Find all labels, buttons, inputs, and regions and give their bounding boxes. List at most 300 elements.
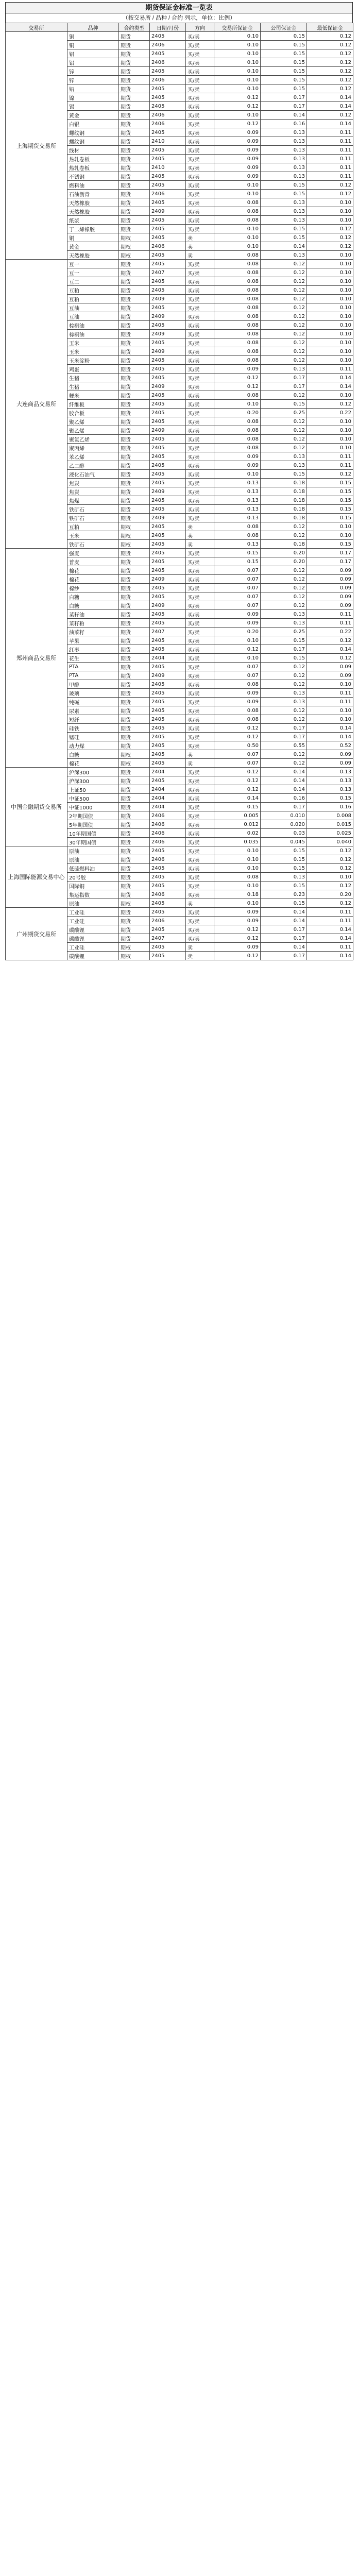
table-cell: 豆油	[67, 303, 119, 312]
table-row	[6, 32, 353, 41]
table-cell: 2409	[150, 347, 186, 356]
table-cell: 买/卖	[186, 93, 214, 102]
table-cell: 0.13	[261, 137, 307, 146]
table-cell: 纤维板	[67, 400, 119, 409]
table-cell: 0.08	[214, 435, 261, 444]
table-cell: 买/卖	[186, 286, 214, 295]
table-cell: 不锈钢	[67, 172, 119, 181]
table-cell: 0.09	[214, 689, 261, 698]
table-cell: 0.09	[214, 365, 261, 374]
table-cell: 0.10	[307, 312, 353, 321]
table-cell: 0.08	[214, 417, 261, 426]
table-cell: 0.07	[214, 584, 261, 592]
table-cell: 0.14	[307, 374, 353, 382]
table-cell: 0.25	[261, 409, 307, 417]
table-cell: 0.09	[214, 155, 261, 163]
table-cell: 0.07	[214, 671, 261, 680]
table-cell: 买/卖	[186, 58, 214, 67]
table-cell: 0.13	[261, 452, 307, 461]
table-cell: 期货	[119, 146, 150, 155]
table-cell: 期货	[119, 225, 150, 233]
table-cell: 2405	[150, 908, 186, 917]
table-cell: 硅铁	[67, 724, 119, 733]
table-cell: 20号胶	[67, 873, 119, 882]
table-cell: 买/卖	[186, 260, 214, 268]
table-cell: 2407	[150, 934, 186, 943]
table-cell: 0.15	[307, 540, 353, 549]
table-cell: 0.09	[214, 146, 261, 155]
table-cell: 纯碱	[67, 698, 119, 706]
table-cell: 0.08	[214, 286, 261, 295]
table-cell: 沪深300	[67, 768, 119, 776]
table-cell: 期货	[119, 155, 150, 163]
table-cell: 买/卖	[186, 557, 214, 566]
exchange-group-cell: 上海期货交易所	[6, 32, 67, 260]
table-cell: 0.09	[307, 671, 353, 680]
table-cell: 0.12	[214, 934, 261, 943]
table-cell: 买/卖	[186, 549, 214, 557]
table-cell: 2404	[150, 803, 186, 811]
table-cell: 0.10	[307, 303, 353, 312]
table-cell: 0.15	[307, 794, 353, 803]
table-cell: 0.07	[214, 592, 261, 601]
table-cell: 0.10	[307, 216, 353, 225]
table-cell: 0.13	[214, 487, 261, 496]
table-cell: 0.08	[214, 207, 261, 216]
table-cell: 0.12	[261, 277, 307, 286]
table-cell: 0.12	[214, 768, 261, 776]
table-cell: 期货	[119, 268, 150, 277]
table-cell: 2405	[150, 759, 186, 768]
table-cell: 期权	[119, 759, 150, 768]
table-cell: 2406	[150, 855, 186, 864]
table-cell: 0.09	[214, 917, 261, 925]
table-cell: 期货	[119, 934, 150, 943]
table-cell: 0.08	[214, 321, 261, 330]
table-cell: 0.10	[307, 330, 353, 338]
table-cell: 0.12	[307, 225, 353, 233]
table-cell: 2406	[150, 76, 186, 84]
table-cell: 0.12	[214, 925, 261, 934]
table-cell: 0.11	[307, 128, 353, 137]
table-cell: 期货	[119, 32, 150, 41]
table-cell: 0.10	[307, 347, 353, 356]
table-cell: 期货	[119, 698, 150, 706]
document-page	[5, 2, 353, 960]
table-cell: 0.11	[307, 908, 353, 917]
table-cell: 买/卖	[186, 391, 214, 400]
table-cell: 2406	[150, 820, 186, 829]
table-cell: 铁矿石	[67, 514, 119, 522]
table-cell: 0.13	[261, 198, 307, 207]
table-cell: 2405	[150, 260, 186, 268]
table-cell: 0.13	[261, 610, 307, 619]
table-cell: 期货	[119, 321, 150, 330]
table-cell: 2409	[150, 601, 186, 610]
table-cell: 买/卖	[186, 741, 214, 750]
table-cell: 0.09	[214, 172, 261, 181]
table-cell: 碳酸锂	[67, 934, 119, 943]
table-cell: 期货	[119, 925, 150, 934]
table-cell: 0.14	[261, 785, 307, 794]
table-cell: 0.08	[214, 391, 261, 400]
table-cell: 0.10	[307, 680, 353, 689]
table-cell: 玻璃	[67, 689, 119, 698]
table-cell: 0.11	[307, 137, 353, 146]
table-cell: 锡	[67, 102, 119, 111]
table-cell: 0.15	[261, 41, 307, 49]
table-cell: 0.008	[307, 811, 353, 820]
table-cell: 期权	[119, 540, 150, 549]
table-cell: 买/卖	[186, 198, 214, 207]
table-cell: 卖	[186, 899, 214, 908]
table-cell: 期货	[119, 566, 150, 575]
table-cell: 2405	[150, 67, 186, 76]
table-cell: 买/卖	[186, 479, 214, 487]
table-cell: 0.040	[307, 838, 353, 846]
table-cell: 0.18	[261, 479, 307, 487]
table-cell: 白糖	[67, 750, 119, 759]
table-cell: 买/卖	[186, 776, 214, 785]
table-cell: 期权	[119, 242, 150, 251]
table-cell: 苯乙烯	[67, 452, 119, 461]
table-cell: 2405	[150, 435, 186, 444]
table-cell: 0.14	[307, 382, 353, 391]
table-cell: 期货	[119, 715, 150, 724]
table-cell: PTA	[67, 671, 119, 680]
table-cell: 期货	[119, 365, 150, 374]
table-cell: 期货	[119, 846, 150, 855]
table-cell: 买/卖	[186, 84, 214, 93]
table-cell: 期货	[119, 111, 150, 120]
table-cell: 0.08	[214, 531, 261, 540]
table-cell: 0.10	[307, 444, 353, 452]
table-cell: 0.09	[214, 943, 261, 952]
table-cell: 卖	[186, 233, 214, 242]
table-cell: 2409	[150, 514, 186, 522]
table-cell: 0.12	[261, 391, 307, 400]
table-cell: 2405	[150, 225, 186, 233]
table-cell: 0.10	[214, 41, 261, 49]
table-cell: 买/卖	[186, 846, 214, 855]
table-cell: 2405	[150, 680, 186, 689]
table-cell: 热轧卷板	[67, 163, 119, 172]
table-cell: 期货	[119, 181, 150, 190]
table-cell: 期货	[119, 549, 150, 557]
table-cell: 2405	[150, 146, 186, 155]
table-cell: 2405	[150, 496, 186, 505]
table-cell: 0.005	[214, 811, 261, 820]
table-cell: 铜	[67, 32, 119, 41]
table-cell: 买/卖	[186, 67, 214, 76]
table-cell: 镍	[67, 93, 119, 102]
table-cell: 0.12	[261, 444, 307, 452]
table-cell: 0.20	[214, 409, 261, 417]
table-cell: 国际铜	[67, 882, 119, 890]
table-cell: 期货	[119, 190, 150, 198]
table-cell: 0.12	[307, 67, 353, 76]
table-cell: 0.10	[214, 899, 261, 908]
table-cell: 卖	[186, 759, 214, 768]
table-cell: 期权	[119, 750, 150, 759]
table-cell: 2405	[150, 365, 186, 374]
table-cell: 0.12	[214, 374, 261, 382]
table-cell: 2409	[150, 207, 186, 216]
table-cell: 期货	[119, 496, 150, 505]
table-cell: 0.10	[214, 181, 261, 190]
table-cell: 2405	[150, 409, 186, 417]
table-cell: 0.12	[307, 233, 353, 242]
table-cell: 卖	[186, 943, 214, 952]
table-cell: 2405	[150, 952, 186, 960]
table-body	[6, 32, 353, 960]
table-cell: 0.12	[261, 338, 307, 347]
table-cell: 0.22	[307, 628, 353, 636]
table-cell: 2405	[150, 374, 186, 382]
table-cell: 期货	[119, 671, 150, 680]
table-cell: 2405	[150, 750, 186, 759]
table-cell: 焦炭	[67, 487, 119, 496]
table-cell: 买/卖	[186, 610, 214, 619]
table-cell: 0.12	[214, 724, 261, 733]
table-cell: 0.10	[307, 321, 353, 330]
table-cell: 期货	[119, 803, 150, 811]
table-cell: 买/卖	[186, 277, 214, 286]
table-cell: 2406	[150, 890, 186, 899]
table-cell: 0.10	[307, 435, 353, 444]
table-cell: 0.15	[261, 49, 307, 58]
table-cell: 棕榈油	[67, 330, 119, 338]
table-cell: 0.12	[261, 584, 307, 592]
exchange-group-cell: 上海国际能源交易中心	[6, 846, 67, 908]
table-cell: 0.10	[307, 706, 353, 715]
table-cell: 0.08	[214, 873, 261, 882]
table-cell: 0.12	[261, 312, 307, 321]
table-cell: 期货	[119, 41, 150, 49]
table-cell: 2409	[150, 671, 186, 680]
table-cell: 0.12	[261, 303, 307, 312]
table-cell: 期货	[119, 426, 150, 435]
table-cell: 0.20	[307, 890, 353, 899]
table-cell: 2405	[150, 882, 186, 890]
table-cell: 买/卖	[186, 347, 214, 356]
table-cell: 线材	[67, 146, 119, 155]
table-cell: 0.14	[307, 934, 353, 943]
table-cell: 原油	[67, 855, 119, 864]
table-cell: 2405	[150, 32, 186, 41]
table-row	[6, 846, 353, 855]
table-cell: 2405	[150, 592, 186, 601]
table-cell: 买/卖	[186, 514, 214, 522]
table-cell: 2年期国债	[67, 811, 119, 820]
table-cell: 买/卖	[186, 374, 214, 382]
table-cell: 2405	[150, 303, 186, 312]
table-cell: 2409	[150, 330, 186, 338]
margin-table	[5, 23, 353, 960]
table-cell: 豆一	[67, 260, 119, 268]
table-cell: 期货	[119, 733, 150, 741]
table-cell: 0.11	[307, 689, 353, 698]
table-cell: 0.07	[214, 759, 261, 768]
table-cell: 0.12	[261, 435, 307, 444]
table-cell: 0.12	[261, 706, 307, 715]
table-cell: 0.15	[261, 58, 307, 67]
table-cell: 0.12	[261, 680, 307, 689]
table-cell: 2406	[150, 190, 186, 198]
table-cell: 0.12	[261, 531, 307, 540]
table-cell: 0.10	[307, 268, 353, 277]
table-cell: 期货	[119, 619, 150, 628]
table-cell: 粳米	[67, 391, 119, 400]
table-cell: 沪深300	[67, 776, 119, 785]
table-cell: 2409	[150, 382, 186, 391]
table-cell: 买/卖	[186, 400, 214, 409]
table-cell: 0.15	[261, 864, 307, 873]
table-cell: 买/卖	[186, 111, 214, 120]
table-cell: 0.09	[307, 566, 353, 575]
table-cell: 2405	[150, 566, 186, 575]
table-cell: 碳酸锂	[67, 952, 119, 960]
table-cell: 0.17	[261, 645, 307, 654]
table-cell: 卖	[186, 952, 214, 960]
table-cell: 铝	[67, 58, 119, 67]
table-cell: 天然橡胶	[67, 207, 119, 216]
table-cell: 2410	[150, 163, 186, 172]
table-cell: 热轧卷板	[67, 155, 119, 163]
table-cell: 2405	[150, 715, 186, 724]
table-cell: 0.12	[261, 417, 307, 426]
table-cell: 0.16	[261, 120, 307, 128]
table-cell: 2405	[150, 943, 186, 952]
table-cell: 0.12	[261, 522, 307, 531]
table-cell: 焦炭	[67, 479, 119, 487]
table-cell: 0.15	[261, 899, 307, 908]
table-cell: 期货	[119, 776, 150, 785]
table-cell: 螺纹钢	[67, 137, 119, 146]
table-cell: 0.12	[261, 426, 307, 435]
table-cell: 0.12	[307, 84, 353, 93]
table-cell: 买/卖	[186, 382, 214, 391]
table-cell: 铅	[67, 84, 119, 93]
table-cell: 期货	[119, 768, 150, 776]
table-cell: 0.14	[307, 93, 353, 102]
table-cell: 0.10	[214, 84, 261, 93]
table-cell: 期货	[119, 444, 150, 452]
table-cell: 买/卖	[186, 409, 214, 417]
table-cell: 0.13	[261, 155, 307, 163]
table-cell: 天然橡胶	[67, 251, 119, 260]
table-cell: 2405	[150, 356, 186, 365]
table-cell: 买/卖	[186, 444, 214, 452]
table-cell: 0.14	[261, 776, 307, 785]
table-cell: 0.13	[261, 216, 307, 225]
table-cell: 买/卖	[186, 654, 214, 663]
table-cell: 0.14	[307, 120, 353, 128]
table-cell: 0.10	[214, 470, 261, 479]
table-cell: 买/卖	[186, 811, 214, 820]
table-cell: 0.15	[261, 76, 307, 84]
table-cell: 2405	[150, 733, 186, 741]
table-cell: 2405	[150, 155, 186, 163]
table-cell: 2406	[150, 111, 186, 120]
table-cell: 白糖	[67, 592, 119, 601]
table-cell: 0.08	[214, 444, 261, 452]
table-cell: 2405	[150, 557, 186, 566]
table-cell: 买/卖	[186, 636, 214, 645]
table-cell: 买/卖	[186, 934, 214, 943]
table-cell: 0.09	[214, 610, 261, 619]
table-cell: 2405	[150, 391, 186, 400]
table-cell: 0.13	[261, 461, 307, 470]
table-row	[6, 908, 353, 917]
table-cell: 豆油	[67, 312, 119, 321]
table-cell: 0.12	[307, 49, 353, 58]
table-cell: 0.12	[307, 242, 353, 251]
table-cell: 买/卖	[186, 619, 214, 628]
table-cell: 0.07	[214, 575, 261, 584]
table-cell: 0.12	[261, 321, 307, 330]
table-cell: 菜籽粕	[67, 619, 119, 628]
table-cell: 买/卖	[186, 785, 214, 794]
table-cell: 期货	[119, 487, 150, 496]
table-cell: 买/卖	[186, 417, 214, 426]
table-cell: 0.12	[214, 733, 261, 741]
table-cell: 0.15	[261, 67, 307, 76]
table-cell: 买/卖	[186, 49, 214, 58]
col-header: 方向	[186, 23, 214, 32]
table-cell: 铜	[67, 41, 119, 49]
table-cell: 玉米	[67, 347, 119, 356]
table-cell: 买/卖	[186, 216, 214, 225]
table-cell: 买/卖	[186, 426, 214, 435]
table-cell: 买/卖	[186, 698, 214, 706]
table-cell: 2405	[150, 636, 186, 645]
table-cell: 2405	[150, 479, 186, 487]
table-cell: 短纤	[67, 715, 119, 724]
table-cell: 0.17	[261, 382, 307, 391]
table-cell: 期货	[119, 663, 150, 671]
table-cell: 期货	[119, 417, 150, 426]
table-cell: 2404	[150, 794, 186, 803]
col-header: 最低保证金	[307, 23, 353, 32]
table-cell: 动力煤	[67, 741, 119, 750]
table-cell: 0.15	[214, 803, 261, 811]
table-cell: 0.09	[214, 619, 261, 628]
table-cell: 买/卖	[186, 435, 214, 444]
table-cell: 0.15	[261, 84, 307, 93]
table-cell: 0.08	[214, 303, 261, 312]
table-cell: 2405	[150, 93, 186, 102]
table-cell: 2405	[150, 899, 186, 908]
table-cell: 期货	[119, 689, 150, 698]
table-cell: 期货	[119, 794, 150, 803]
table-header-row	[6, 23, 353, 32]
table-cell: 2405	[150, 470, 186, 479]
table-cell: 2409	[150, 487, 186, 496]
table-cell: 0.10	[307, 417, 353, 426]
table-cell: 豆粕	[67, 295, 119, 303]
table-cell: 0.10	[214, 855, 261, 864]
table-cell: 0.17	[261, 803, 307, 811]
table-cell: 期货	[119, 461, 150, 470]
table-cell: 2405	[150, 338, 186, 347]
table-cell: 棉花	[67, 575, 119, 584]
table-cell: 0.12	[261, 347, 307, 356]
table-cell: 0.12	[307, 654, 353, 663]
table-cell: 0.14	[261, 943, 307, 952]
table-cell: 0.17	[261, 102, 307, 111]
table-cell: 买/卖	[186, 706, 214, 715]
